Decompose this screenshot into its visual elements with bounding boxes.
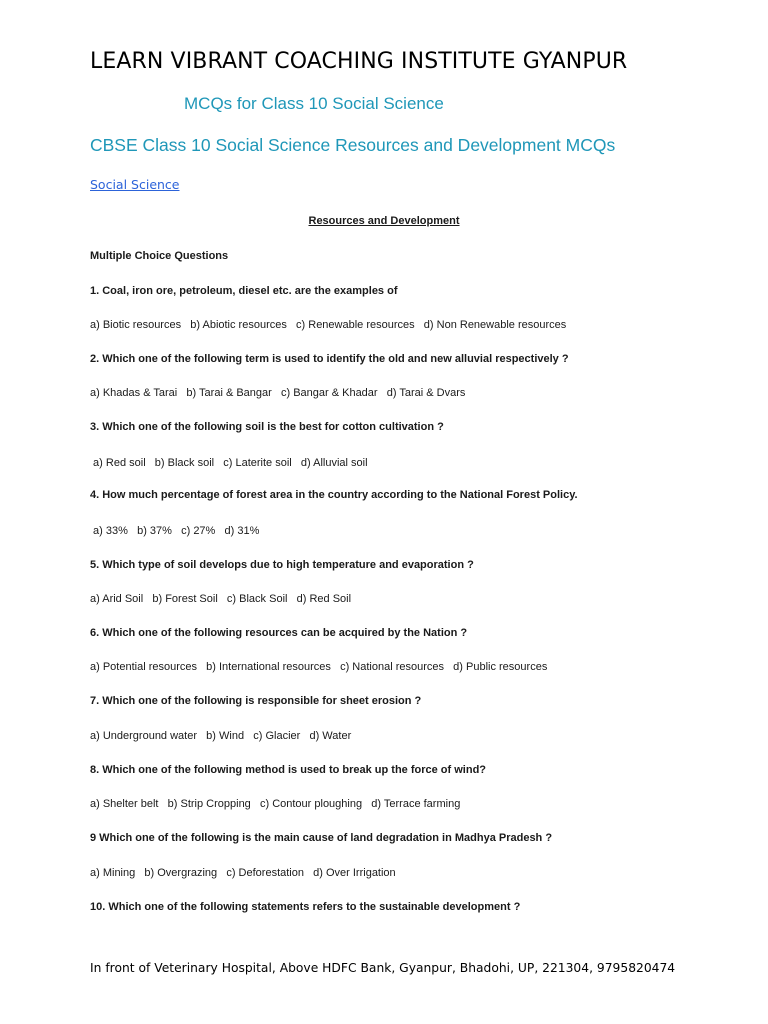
page-subtitle: MCQs for Class 10 Social Science <box>184 94 444 113</box>
answer-options: a) Potential resources b) International resources c) National resources d) Public resources <box>90 661 548 673</box>
question-text: 2. Which one of the following term is used to identify the old and new alluvial respectively ? <box>90 353 569 365</box>
question-text: 4. How much percentage of forest area in the country according to the National Forest Policy. <box>90 489 578 501</box>
answer-options: a) 33% b) 37% c) 27% d) 31% <box>90 525 260 537</box>
question-text: 7. Which one of the following is responsible for sheet erosion ? <box>90 695 422 707</box>
answer-options: a) Arid Soil b) Forest Soil c) Black Soil d) Red Soil <box>90 593 352 605</box>
question-text: 8. Which one of the following method is used to break up the force of wind? <box>90 764 487 776</box>
category-link-social-science[interactable]: Social Science <box>90 177 180 192</box>
answer-options: a) Underground water b) Wind c) Glacier d) Water <box>90 730 352 742</box>
mcq-heading: Multiple Choice Questions <box>90 250 229 262</box>
answer-options: a) Biotic resources b) Abiotic resources c) Renewable resources d) Non Renewable resources <box>90 319 567 331</box>
question-text: 9 Which one of the following is the main cause of land degradation in Madhya Pradesh ? <box>90 832 553 844</box>
question-text: 5. Which type of soil develops due to high temperature and evaporation ? <box>90 559 474 571</box>
question-text: 3. Which one of the following soil is the best for cotton cultivation ? <box>90 421 444 433</box>
answer-options: a) Shelter belt b) Strip Cropping c) Contour ploughing d) Terrace farming <box>90 798 461 810</box>
question-text: 10. Which one of the following statements refers to the sustainable development ? <box>90 901 521 913</box>
question-text: 6. Which one of the following resources can be acquired by the Nation ? <box>90 627 468 639</box>
section-heading: Resources and Development <box>308 215 460 227</box>
question-text: 1. Coal, iron ore, petroleum, diesel etc. are the examples of <box>90 285 398 297</box>
answer-options: a) Red soil b) Black soil c) Laterite soil d) Alluvial soil <box>90 457 368 469</box>
answer-options: a) Mining b) Overgrazing c) Deforestation d) Over Irrigation <box>90 867 396 879</box>
answer-options: a) Khadas & Tarai b) Tarai & Bangar c) Bangar & Khadar d) Tarai & Dvars <box>90 387 466 399</box>
footer-address: In front of Veterinary Hospital, Above HDFC Bank, Gyanpur, Bhadohi, UP, 221304, 9795820474 <box>90 961 676 975</box>
page-title: CBSE Class 10 Social Science Resources and Development MCQs <box>90 135 616 155</box>
institute-name: LEARN VIBRANT COACHING INSTITUTE GYANPUR <box>90 49 628 74</box>
